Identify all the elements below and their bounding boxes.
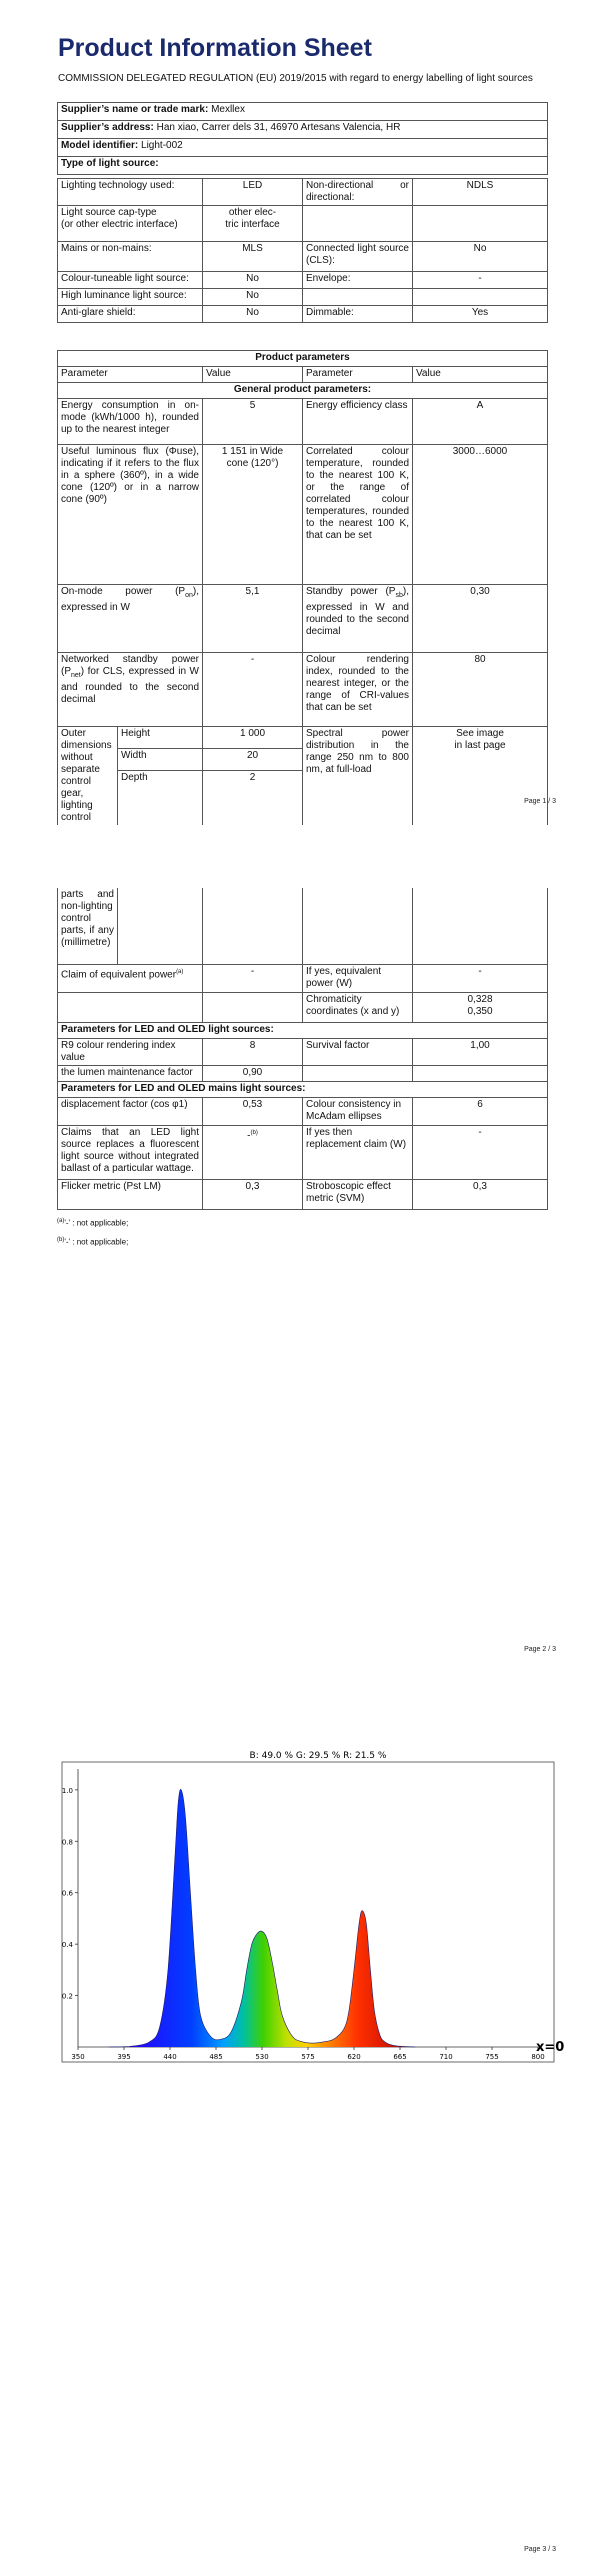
supplier-name-label: Supplier’s name or trade mark:	[61, 104, 209, 115]
depth-value: 2	[203, 770, 303, 825]
dimmable-label: Dimmable:	[303, 306, 413, 323]
r9-value: 8	[203, 1038, 303, 1065]
anti-glare-label: Anti-glare shield:	[58, 306, 203, 323]
spectrum-area	[109, 1789, 416, 2047]
envelope-value: -	[413, 272, 548, 289]
supplier-name-row	[58, 103, 548, 121]
product-parameters-heading: Product parameters	[58, 351, 548, 367]
regulation-subtitle: COMMISSION DELEGATED REGULATION (EU) 2019/2015 with regard to energy labelling of light sources	[58, 73, 533, 84]
stroboscopic-value: 0,3	[413, 1179, 548, 1209]
high-luminance-label: High luminance light source:	[58, 289, 203, 306]
x-tick-label: 575	[301, 2053, 315, 2061]
model-identifier-row	[58, 139, 548, 157]
led-mains-heading: Parameters for LED and OLED mains light sources:	[58, 1081, 548, 1097]
standby-power-label-sub: sb	[395, 592, 403, 599]
product-parameters-table	[57, 350, 548, 825]
cct-value: 3000…6000	[413, 445, 548, 585]
height-value: 1 000	[203, 727, 303, 749]
directional-value: NDLS	[413, 179, 548, 206]
cls-label: Connected light source (CLS):	[303, 242, 413, 272]
y-tick-label: 0.2	[61, 1992, 73, 2001]
mains-label: Mains or non-mains:	[58, 242, 203, 272]
y-tick-label: 1.0	[61, 1786, 73, 1795]
cls-value: No	[413, 242, 548, 272]
networked-standby-label-b: ) for CLS, expressed in W and rounded to the second decimal	[61, 666, 199, 705]
spd-value-line1: See image	[456, 728, 504, 739]
colour-tuneable-value: No	[203, 272, 303, 289]
x-tick-label: 350	[71, 2053, 85, 2061]
chromaticity-label: Chromaticity coordinates (x and y)	[303, 992, 413, 1022]
cap-type-label-line1: Light source cap-type	[61, 207, 157, 218]
x-axis-label: x=0	[536, 2040, 565, 2055]
page-1	[0, 0, 604, 823]
high-luminance-value: No	[203, 289, 303, 306]
networked-standby-label-sub: net	[71, 672, 81, 679]
width-value: 20	[203, 748, 303, 770]
tech-value: LED	[203, 179, 303, 206]
energy-consumption-value: 5	[203, 399, 303, 445]
page-3	[0, 1720, 604, 2560]
cap-type-value-line1: other elec-	[228, 207, 277, 218]
luminous-flux-value-line1: 1 151 in Wide	[221, 446, 284, 457]
footnote-a-mark: (a)	[57, 1218, 65, 1224]
x-tick-label: 485	[209, 2053, 223, 2061]
equivalent-power-claim-text: Claim of equivalent power	[61, 968, 177, 980]
fluorescent-claim-value	[203, 1125, 303, 1179]
page-number-2: Page 2 / 3	[524, 1646, 556, 1653]
dimmable-value: Yes	[413, 306, 548, 323]
x-tick-label: 440	[163, 2053, 177, 2061]
survival-factor-value: 1,00	[413, 1038, 548, 1065]
col-header-value: Value	[203, 367, 303, 383]
y-tick-label: 0.4	[61, 1941, 73, 1950]
x-tick-label: 710	[439, 2053, 453, 2061]
supplier-table	[57, 102, 548, 175]
standby-power-label-a: Standby power (P	[306, 586, 396, 597]
spd-value-line2: in last page	[454, 740, 506, 751]
cct-label: Correlated colour temperature, rounded to the nearest 100 K, or the range of correlated colour temperatures, rounded to the nearest 100 K, that can be set	[303, 445, 413, 585]
cap-type-label	[58, 206, 203, 242]
energy-class-value: A	[413, 399, 548, 445]
col-header-value-2: Value	[413, 367, 548, 383]
outer-dimensions-label-continued: parts and non-lighting control parts, if any (millimetre)	[58, 888, 118, 964]
footnote-a	[57, 1218, 128, 1228]
chart-axes	[75, 1769, 538, 2050]
flicker-metric-label: Flicker metric (Pst LM)	[58, 1179, 203, 1209]
footnote-b-mark: (b)	[57, 1237, 65, 1243]
x-tick-label: 530	[255, 2053, 269, 2061]
spd-label: Spectral power distribution in the range 250 nm to 800 nm, at full-load	[303, 727, 413, 826]
chart-frame	[62, 1762, 554, 2062]
model-identifier-value: Light-002	[141, 140, 183, 151]
replacement-claim-value: -	[413, 1125, 548, 1179]
standby-power-label-b: ), expressed in W and rounded to the second decimal	[306, 586, 409, 637]
footnote-a-text: '-' : not applicable;	[64, 1218, 129, 1228]
cri-label: Colour rendering index, rounded to the nearest integer, or the range of CRI-values that can be set	[303, 653, 413, 727]
footnote-b-text: '-' : not applicable;	[64, 1237, 129, 1247]
networked-standby-label	[58, 653, 203, 727]
on-mode-power-value: 5,1	[203, 585, 303, 653]
depth-label: Depth	[118, 770, 203, 825]
chart-title: B: 49.0 % G: 29.5 % R: 21.5 %	[249, 1751, 387, 1761]
equivalent-power-claim-label	[58, 964, 203, 992]
fluorescent-claim-dash: -	[247, 1129, 251, 1141]
on-mode-power-label-sub: on	[185, 592, 193, 599]
led-parameters-heading: Parameters for LED and OLED light sources:	[58, 1022, 548, 1038]
fluorescent-claim-label: Claims that an LED light source replaces a fluorescent light source without integrated ballast of a particular wattage.	[58, 1125, 203, 1179]
on-mode-power-label	[58, 585, 203, 653]
supplier-address-row	[58, 121, 548, 139]
luminous-flux-label: Useful luminous flux (Φuse), indicating if it refers to the flux in a sphere (360º), in a wide cone (120º) or in a narrow cone (90º)	[58, 445, 203, 585]
equivalent-power-value: -	[413, 964, 548, 992]
x-tick-labels	[71, 2053, 544, 2061]
displacement-factor-label: displacement factor (cos φ1)	[58, 1097, 203, 1125]
page-2	[0, 880, 604, 1680]
anti-glare-value: No	[203, 306, 303, 323]
envelope-label: Envelope:	[303, 272, 413, 289]
width-label: Width	[118, 748, 203, 770]
cap-type-label-line2: (or other electric interface)	[61, 219, 178, 230]
equivalent-power-claim-sup: (a)	[176, 968, 184, 975]
x-tick-label: 755	[485, 2053, 499, 2061]
footnote-b	[57, 1237, 128, 1247]
networked-standby-label-a: Networked standby power (P	[61, 654, 199, 677]
cri-value: 80	[413, 653, 548, 727]
outer-dimensions-label: Outer dimensions without separate control gear, lighting control	[58, 727, 118, 826]
luminous-flux-value-line2: cone (120°)	[226, 458, 279, 469]
cap-type-value-line2: tric interface	[225, 219, 280, 230]
standby-power-value: 0,30	[413, 585, 548, 653]
mains-value: MLS	[203, 242, 303, 272]
product-parameters-table-continued	[57, 888, 548, 1210]
survival-factor-label: Survival factor	[303, 1038, 413, 1065]
directional-label: Non-directional or directional:	[303, 179, 413, 206]
page-number-3: Page 3 / 3	[524, 2546, 556, 2553]
y-tick-label: 0.8	[61, 1838, 73, 1847]
equivalent-power-label: If yes, equivalent power (W)	[303, 964, 413, 992]
light-source-table	[57, 178, 548, 323]
model-identifier-label: Model identifier:	[61, 140, 139, 151]
replacement-claim-label: If yes then replacement claim (W)	[303, 1125, 413, 1179]
supplier-address-label: Supplier’s address:	[61, 122, 154, 133]
lumen-maintenance-value: 0,90	[203, 1065, 303, 1081]
x-tick-label: 620	[347, 2053, 361, 2061]
col-header-parameter: Parameter	[58, 367, 203, 383]
general-parameters-heading: General product parameters:	[58, 383, 548, 399]
standby-power-label	[303, 585, 413, 653]
supplier-name-value: Mexllex	[211, 104, 245, 115]
spectrum-chart	[58, 1747, 565, 2067]
y-tick-labels	[62, 1787, 74, 2001]
on-mode-power-label-b: ), expressed in W	[61, 586, 199, 613]
colour-consistency-value: 6	[413, 1097, 548, 1125]
x-tick-label: 665	[393, 2053, 407, 2061]
stroboscopic-label: Stroboscopic effect metric (SVM)	[303, 1179, 413, 1209]
spd-value	[413, 727, 548, 826]
supplier-address-value: Han xiao, Carrer dels 31, 46970 Artesans Valencia, HR	[156, 122, 401, 133]
flicker-metric-value: 0,3	[203, 1179, 303, 1209]
fluorescent-claim-sup: (b)	[250, 1129, 258, 1136]
x-tick-label: 800	[531, 2053, 545, 2061]
colour-tuneable-label: Colour-tuneable light source:	[58, 272, 203, 289]
cap-type-value	[203, 206, 303, 242]
chromaticity-y: 0,350	[467, 1005, 493, 1017]
displacement-factor-value: 0,53	[203, 1097, 303, 1125]
luminous-flux-value	[203, 445, 303, 585]
light-source-type-label: Type of light source:	[58, 157, 548, 175]
col-header-parameter-2: Parameter	[303, 367, 413, 383]
networked-standby-value: -	[203, 653, 303, 727]
y-tick-label: 0.6	[61, 1889, 73, 1898]
energy-consumption-label: Energy consumption in on-mode (kWh/1000 h), rounded up to the nearest integer	[58, 399, 203, 445]
energy-class-label: Energy efficiency class	[303, 399, 413, 445]
x-tick-label: 395	[117, 2053, 131, 2061]
colour-consistency-label: Colour consistency in McAdam ellipses	[303, 1097, 413, 1125]
equivalent-power-claim-value: -	[203, 964, 303, 992]
lumen-maintenance-label: the lumen maintenance factor	[58, 1065, 203, 1081]
chromaticity-value	[413, 992, 548, 1022]
page-title: Product Information Sheet	[58, 34, 372, 62]
tech-label: Lighting technology used:	[58, 179, 203, 206]
height-label: Height	[118, 727, 203, 749]
chromaticity-x: 0,328	[467, 993, 493, 1005]
on-mode-power-label-a: On-mode power (P	[61, 586, 186, 597]
r9-label: R9 colour rendering index value	[58, 1038, 203, 1065]
page-number-1: Page 1 / 3	[524, 798, 556, 805]
